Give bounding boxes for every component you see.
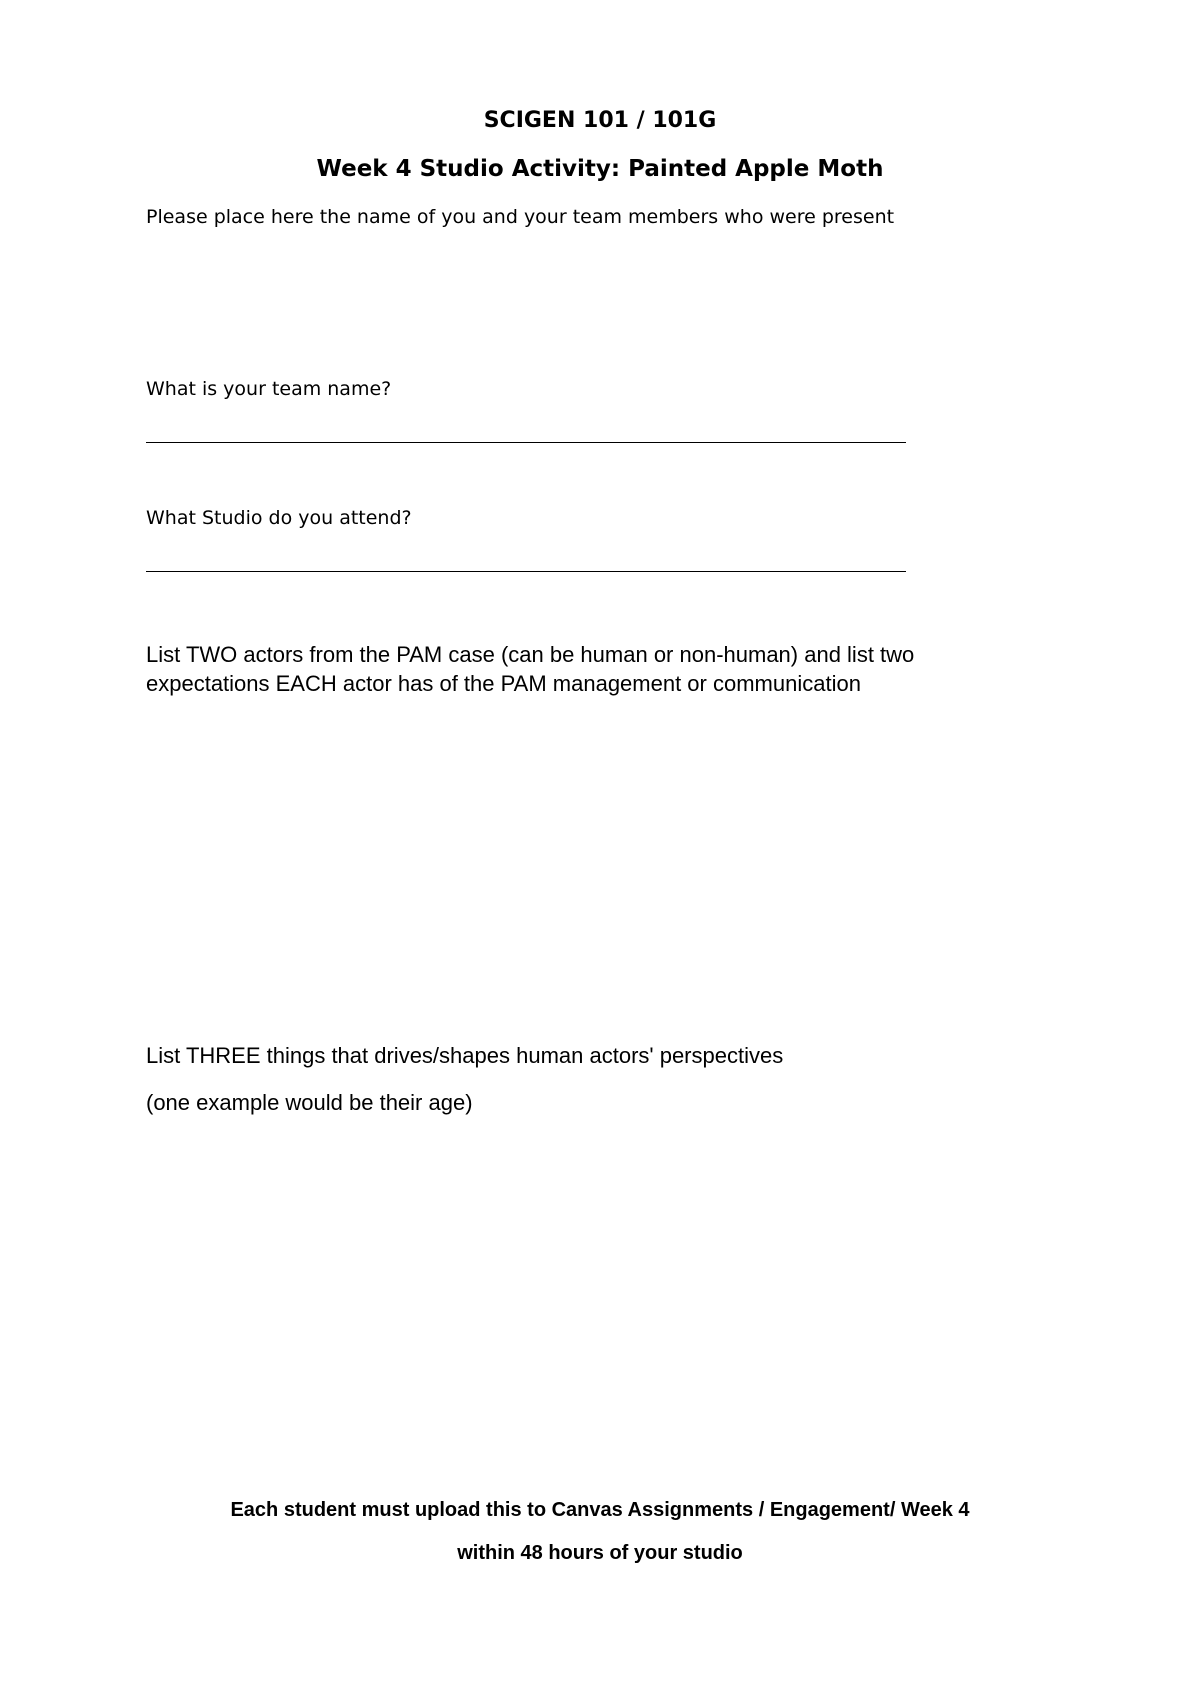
actors-prompt-line1: List TWO actors from the PAM case (can be human or non-human) and list two (146, 642, 915, 667)
perspectives-prompt: List THREE things that drives/shapes human actors' perspectives (146, 1043, 784, 1068)
team-name-prompt: What is your team name? (146, 378, 392, 400)
actors-prompt-line2: expectations EACH actor has of the PAM management or communication (146, 671, 861, 696)
upload-instruction-line2: within 48 hours of your studio (457, 1542, 743, 1564)
upload-instruction-line1: Each student must upload this to Canvas Assignments / Engagement/ Week 4 (230, 1499, 970, 1521)
activity-title: Week 4 Studio Activity: Painted Apple Moth (316, 156, 884, 182)
actors-answer-area[interactable] (146, 710, 1046, 1030)
studio-answer-line[interactable] (146, 571, 906, 572)
studio-prompt: What Studio do you attend? (146, 507, 412, 529)
course-title: SCIGEN 101 / 101G (483, 108, 717, 133)
perspectives-example: (one example would be their age) (146, 1090, 473, 1115)
names-answer-area[interactable] (146, 240, 1046, 370)
perspectives-answer-area[interactable] (146, 1130, 1046, 1470)
names-prompt: Please place here the name of you and your team members who were present (146, 206, 895, 228)
team-name-answer-line[interactable] (146, 442, 906, 443)
